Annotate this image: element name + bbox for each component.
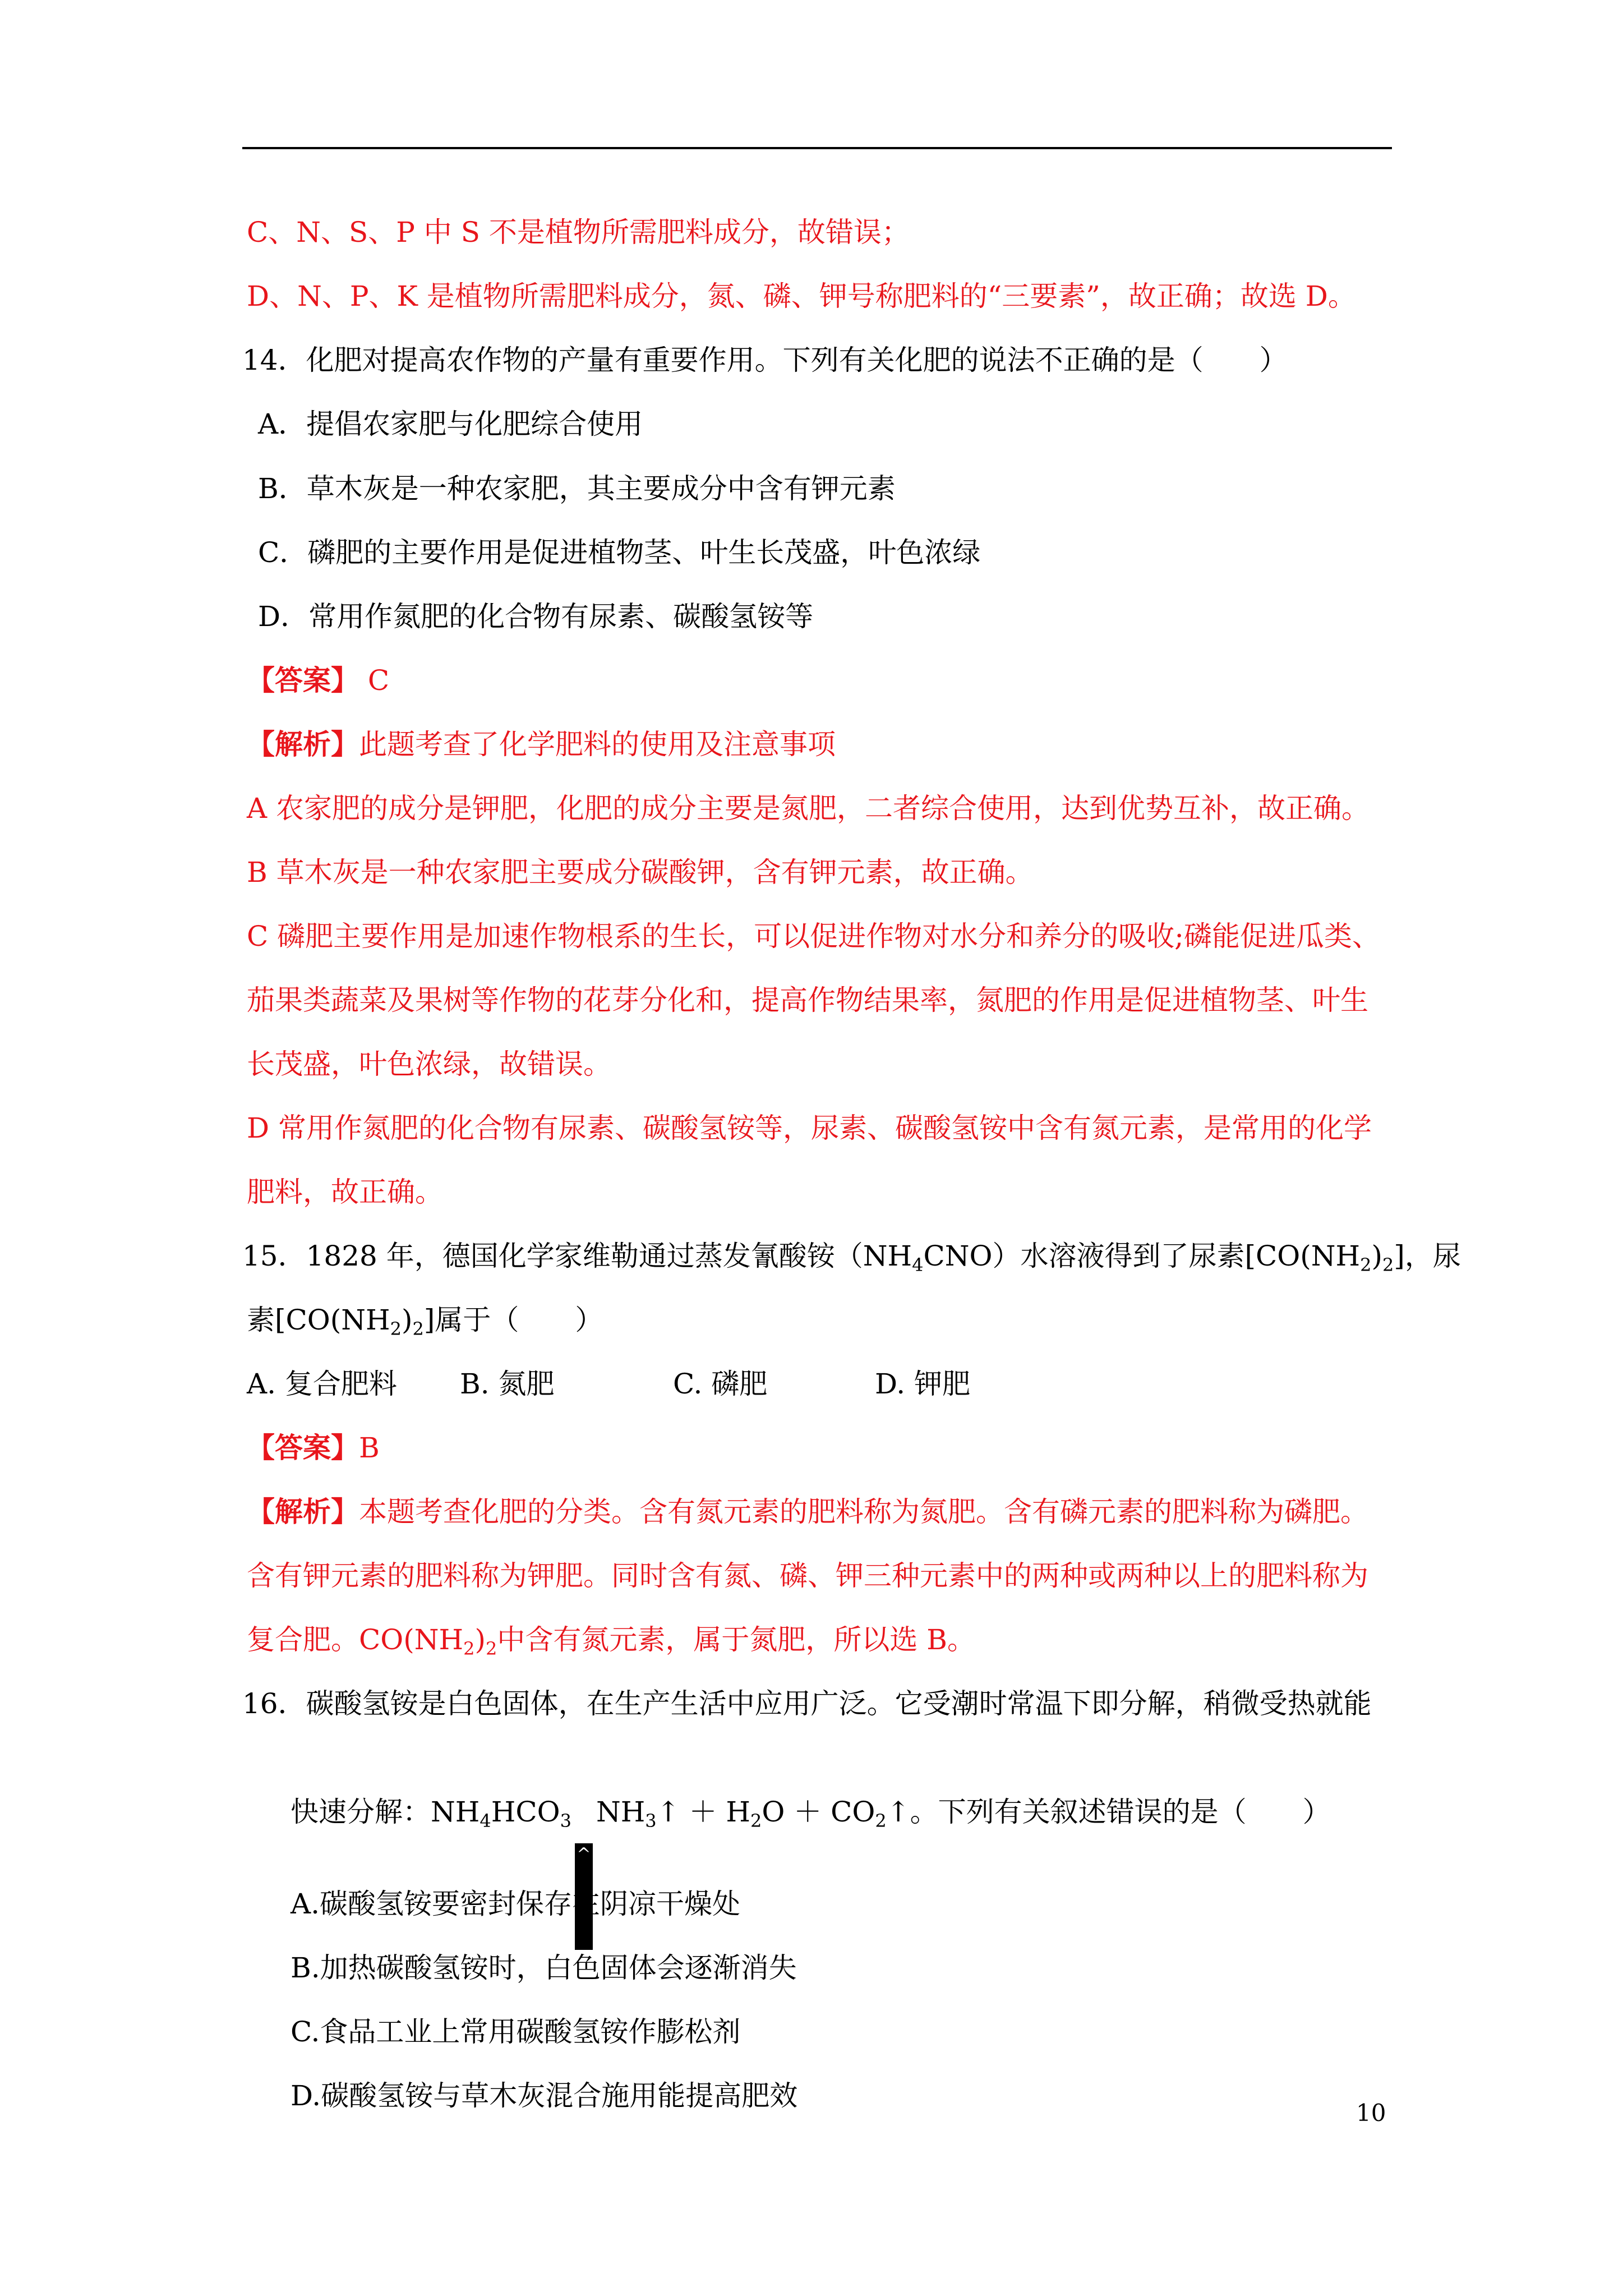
- subscript: 4: [479, 1810, 491, 1832]
- prev-answer-line-d: D、N、P、K 是植物所需肥料成分，氮、磷、钾号称肥料的“三要素”，故正确；故选 D。: [247, 280, 1356, 312]
- equation-text: ↑ ＋ H: [656, 1796, 750, 1828]
- q14-option-a: A．提倡农家肥与化肥综合使用: [258, 408, 643, 440]
- q15-analysis-line-2: 含有钾元素的肥料称为钾肥。同时含有氮、磷、钾三种元素中的两种或两种以上的肥料称为: [247, 1559, 1368, 1592]
- analysis-text: 本题考查化肥的分类。含有氮元素的肥料称为氮肥。含有磷元素的肥料称为磷肥。: [359, 1496, 1368, 1528]
- subscript: 4: [912, 1254, 924, 1276]
- subscript: 2: [390, 1318, 402, 1340]
- q15-stem-line-2: [247, 1303, 603, 1340]
- q14-analysis-line-4: C 磷肥主要作用是加速作物根系的生长，可以促进作物对水分和养分的吸收;磷能促进瓜类、: [247, 920, 1380, 953]
- heating-symbol-block: ^: [575, 1843, 593, 1950]
- subscript: 2: [463, 1638, 475, 1659]
- q15-option-c: C. 磷肥: [673, 1368, 768, 1400]
- answer-value: C: [359, 664, 390, 697]
- q16-option-d: D.碳酸氢铵与草木灰混合施用能提高肥效: [291, 2079, 798, 2112]
- q15-analysis-line-1: [247, 1495, 1368, 1529]
- analysis-text: 中含有氮元素，属于氮肥，所以选 B。: [497, 1623, 975, 1656]
- q15-answer: [247, 1431, 380, 1465]
- header-rule: [242, 147, 1392, 149]
- equation-text: O ＋ CO: [762, 1796, 875, 1828]
- q15-stem-text: CNO）水溶液得到了尿素[CO(NH: [923, 1240, 1361, 1272]
- q14-analysis-line-7: D 常用作氮肥的化合物有尿素、碳酸氢铵等，尿素、碳酸氢铵中含有氮元素，是常用的化学: [247, 1112, 1372, 1144]
- subscript: 2: [485, 1638, 497, 1659]
- q14-option-c: C．磷肥的主要作用是促进植物茎、叶生长茂盛，叶色浓绿: [258, 536, 981, 569]
- page-number: 10: [1356, 2099, 1386, 2127]
- subscript: 2: [412, 1318, 424, 1340]
- subscript: 3: [560, 1810, 571, 1832]
- q14-analysis-line-6: 长茂盛，叶色浓绿，故错误。: [247, 1048, 611, 1080]
- q15-option-d: D. 钾肥: [875, 1368, 971, 1400]
- q15-option-a: A. 复合肥料: [247, 1368, 397, 1400]
- q15-stem-text: ): [1371, 1240, 1382, 1272]
- analysis-text: 此题考查了化学肥料的使用及注意事项: [359, 728, 836, 761]
- equation-text: NH: [596, 1796, 645, 1828]
- prev-answer-line-c: C、N、S、P 中 S 不是植物所需肥料成分，故错误；: [247, 216, 910, 249]
- subscript: 2: [1360, 1254, 1372, 1276]
- q15-stem-text: 素[CO(NH: [247, 1304, 390, 1336]
- q15-stem-text: ]，尿: [1394, 1240, 1461, 1272]
- q14-analysis-line-3: B 草木灰是一种农家肥主要成分碳酸钾，含有钾元素，故正确。: [247, 856, 1034, 889]
- analysis-tag: 【解析】: [247, 1495, 359, 1528]
- subscript: 2: [750, 1810, 762, 1832]
- subscript: 3: [645, 1810, 657, 1832]
- q14-analysis-line-8: 肥料，故正确。: [247, 1176, 443, 1208]
- q15-options: [247, 1367, 970, 1401]
- q14-answer: [247, 664, 389, 697]
- q16-equation: [291, 1795, 1331, 1950]
- q14-stem: 14．化肥对提高农作物的产量有重要作用。下列有关化肥的说法不正确的是（ ）: [242, 344, 1288, 376]
- q16-option-c: C.食品工业上常用碳酸氢铵作膨松剂: [291, 2016, 741, 2048]
- answer-tag: 【答案】: [247, 1431, 359, 1464]
- q15-stem-text: 15．1828 年，德国化学家维勒通过蒸发氰酸铵（NH: [242, 1240, 912, 1272]
- analysis-tag: 【解析】: [247, 728, 359, 761]
- subscript: 2: [875, 1810, 887, 1832]
- equation-text: ↑。下列有关叙述错误的是（ ）: [886, 1796, 1331, 1828]
- q14-option-b: B．草木灰是一种农家肥，其主要成分中含有钾元素: [258, 472, 896, 505]
- q14-analysis-line-2: A 农家肥的成分是钾肥，化肥的成分主要是氮肥，二者综合使用，达到优势互补，故正确。: [247, 792, 1370, 825]
- q14-option-d: D．常用作氮肥的化合物有尿素、碳酸氢铵等: [258, 600, 814, 633]
- equation-text: 快速分解：NH: [291, 1796, 480, 1828]
- q16-stem: 16．碳酸氢铵是白色固体，在生产生活中应用广泛。它受潮时常温下即分解，稍微受热就能: [242, 1687, 1372, 1720]
- q16-option-a: A.碳酸氢铵要密封保存在阴凉干燥处: [291, 1888, 741, 1920]
- answer-tag: 【答案】: [247, 664, 359, 697]
- q14-analysis-line-5: 茄果类蔬菜及果树等作物的花芽分化和，提高作物结果率，氮肥的作用是促进植物茎、叶生: [247, 984, 1368, 1016]
- analysis-text: 复合肥。CO(NH: [247, 1623, 464, 1656]
- subscript: 2: [1382, 1254, 1394, 1276]
- q14-analysis-line-1: [247, 728, 836, 761]
- q15-stem-line-1: [242, 1239, 1461, 1276]
- q15-option-b: B. 氮肥: [460, 1368, 555, 1400]
- analysis-text: ): [474, 1623, 486, 1656]
- q16-option-b: B.加热碳酸氢铵时，白色固体会逐渐消失: [291, 1952, 797, 1984]
- answer-value: B: [359, 1432, 380, 1464]
- q15-analysis-line-3: [247, 1623, 975, 1657]
- q15-stem-text: ): [401, 1304, 413, 1336]
- equation-text: HCO: [491, 1796, 560, 1828]
- q15-stem-text: ]属于（ ）: [423, 1304, 603, 1336]
